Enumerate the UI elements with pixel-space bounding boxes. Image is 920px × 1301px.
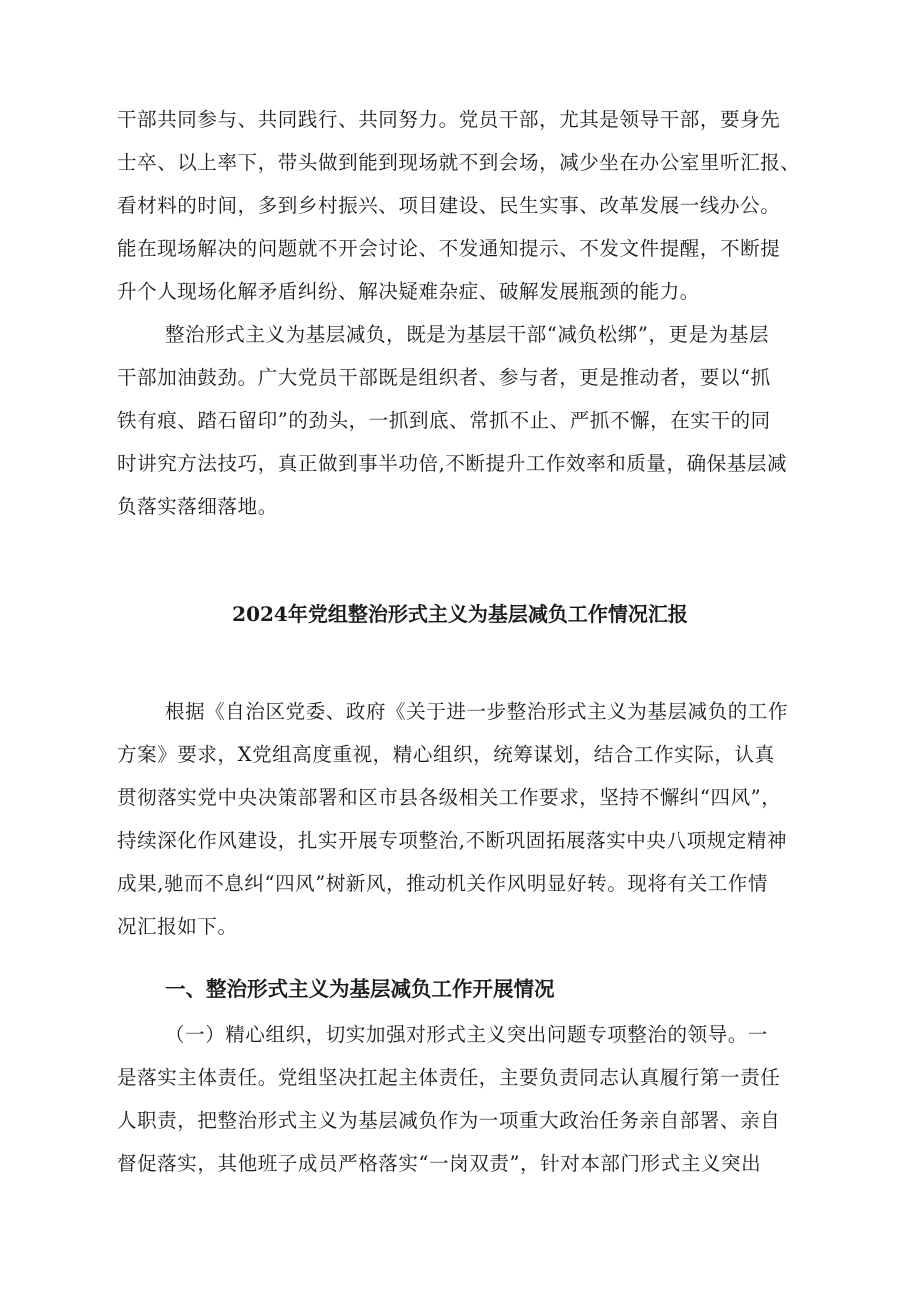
- paragraph-line: 督促落实，其他班子成员严格落实“一岗双责”，针对本部门形式主义突出: [117, 1152, 762, 1175]
- paragraph-line: 升个人现场化解矛盾纠纷、解决疑难杂症、破解发展瓶颈的能力。: [117, 280, 700, 303]
- paragraph-line: 能在现场解决的问题就不开会讨论、不发通知提示、不发文件提醒，不断提: [117, 237, 781, 260]
- paragraph-line: 人职责，把整治形式主义为基层减负作为一项重大政治任务亲自部署、亲自: [117, 1109, 781, 1132]
- paragraph-line: 时讲究方法技巧，真正做到事半功倍,不断提升工作效率和质量，确保基层减: [117, 452, 788, 475]
- paragraph-line: 持续深化作风建设，扎实开展专项整治,不断巩固拓展落实中央八项规定精神: [117, 829, 788, 852]
- paragraph-line: 整治形式主义为基层减负，既是为基层干部“减负松绑”，更是为基层: [165, 323, 770, 346]
- paragraph-line: 负落实落细落地。: [117, 495, 278, 518]
- paragraph-line: 是落实主体责任。党组坚决扛起主体责任，主要负责同志认真履行第一责任: [117, 1066, 781, 1089]
- paragraph-line: 看材料的时间，多到乡村振兴、项目建设、民生实事、改革发展一线办公。: [117, 194, 781, 217]
- paragraph-line: （一）精心组织，切实加强对形式主义突出问题专项整治的领导。一: [165, 1023, 769, 1046]
- paragraph-line: 根据《自治区党委、政府《关于进一步整治形式主义为基层减负的工作: [165, 700, 789, 723]
- paragraph-line: 方案》要求，X党组高度重视，精心组织，统筹谋划，结合工作实际，认真: [117, 743, 775, 766]
- paragraph-line: 干部共同参与、共同践行、共同努力。党员干部，尤其是领导干部，要身先: [117, 108, 781, 131]
- paragraph-line: 铁有痕、踏石留印”的劲头，一抓到底、常抓不止、严抓不懈，在实干的同: [117, 409, 771, 432]
- document-title: 2024年党组整治形式主义为基层减负工作情况汇报: [232, 602, 688, 626]
- paragraph-line: 贯彻落实党中央决策部署和区市县各级相关工作要求，坚持不懈纠“四风”，: [117, 786, 782, 809]
- paragraph-line: 干部加油鼓劲。广大党员干部既是组织者、参与者，更是推动者，要以“抓: [117, 366, 771, 389]
- paragraph-line: 成果,驰而不息纠“四风”树新风，推动机关作风明显好转。现将有关工作情: [117, 872, 769, 895]
- paragraph-line: 士卒、以上率下，带头做到能到现场就不到会场，减少坐在办公室里听汇报、: [117, 151, 801, 174]
- paragraph-line: 况汇报如下。: [117, 915, 238, 938]
- section-heading: 一、整治形式主义为基层减负工作开展情况: [165, 977, 555, 1001]
